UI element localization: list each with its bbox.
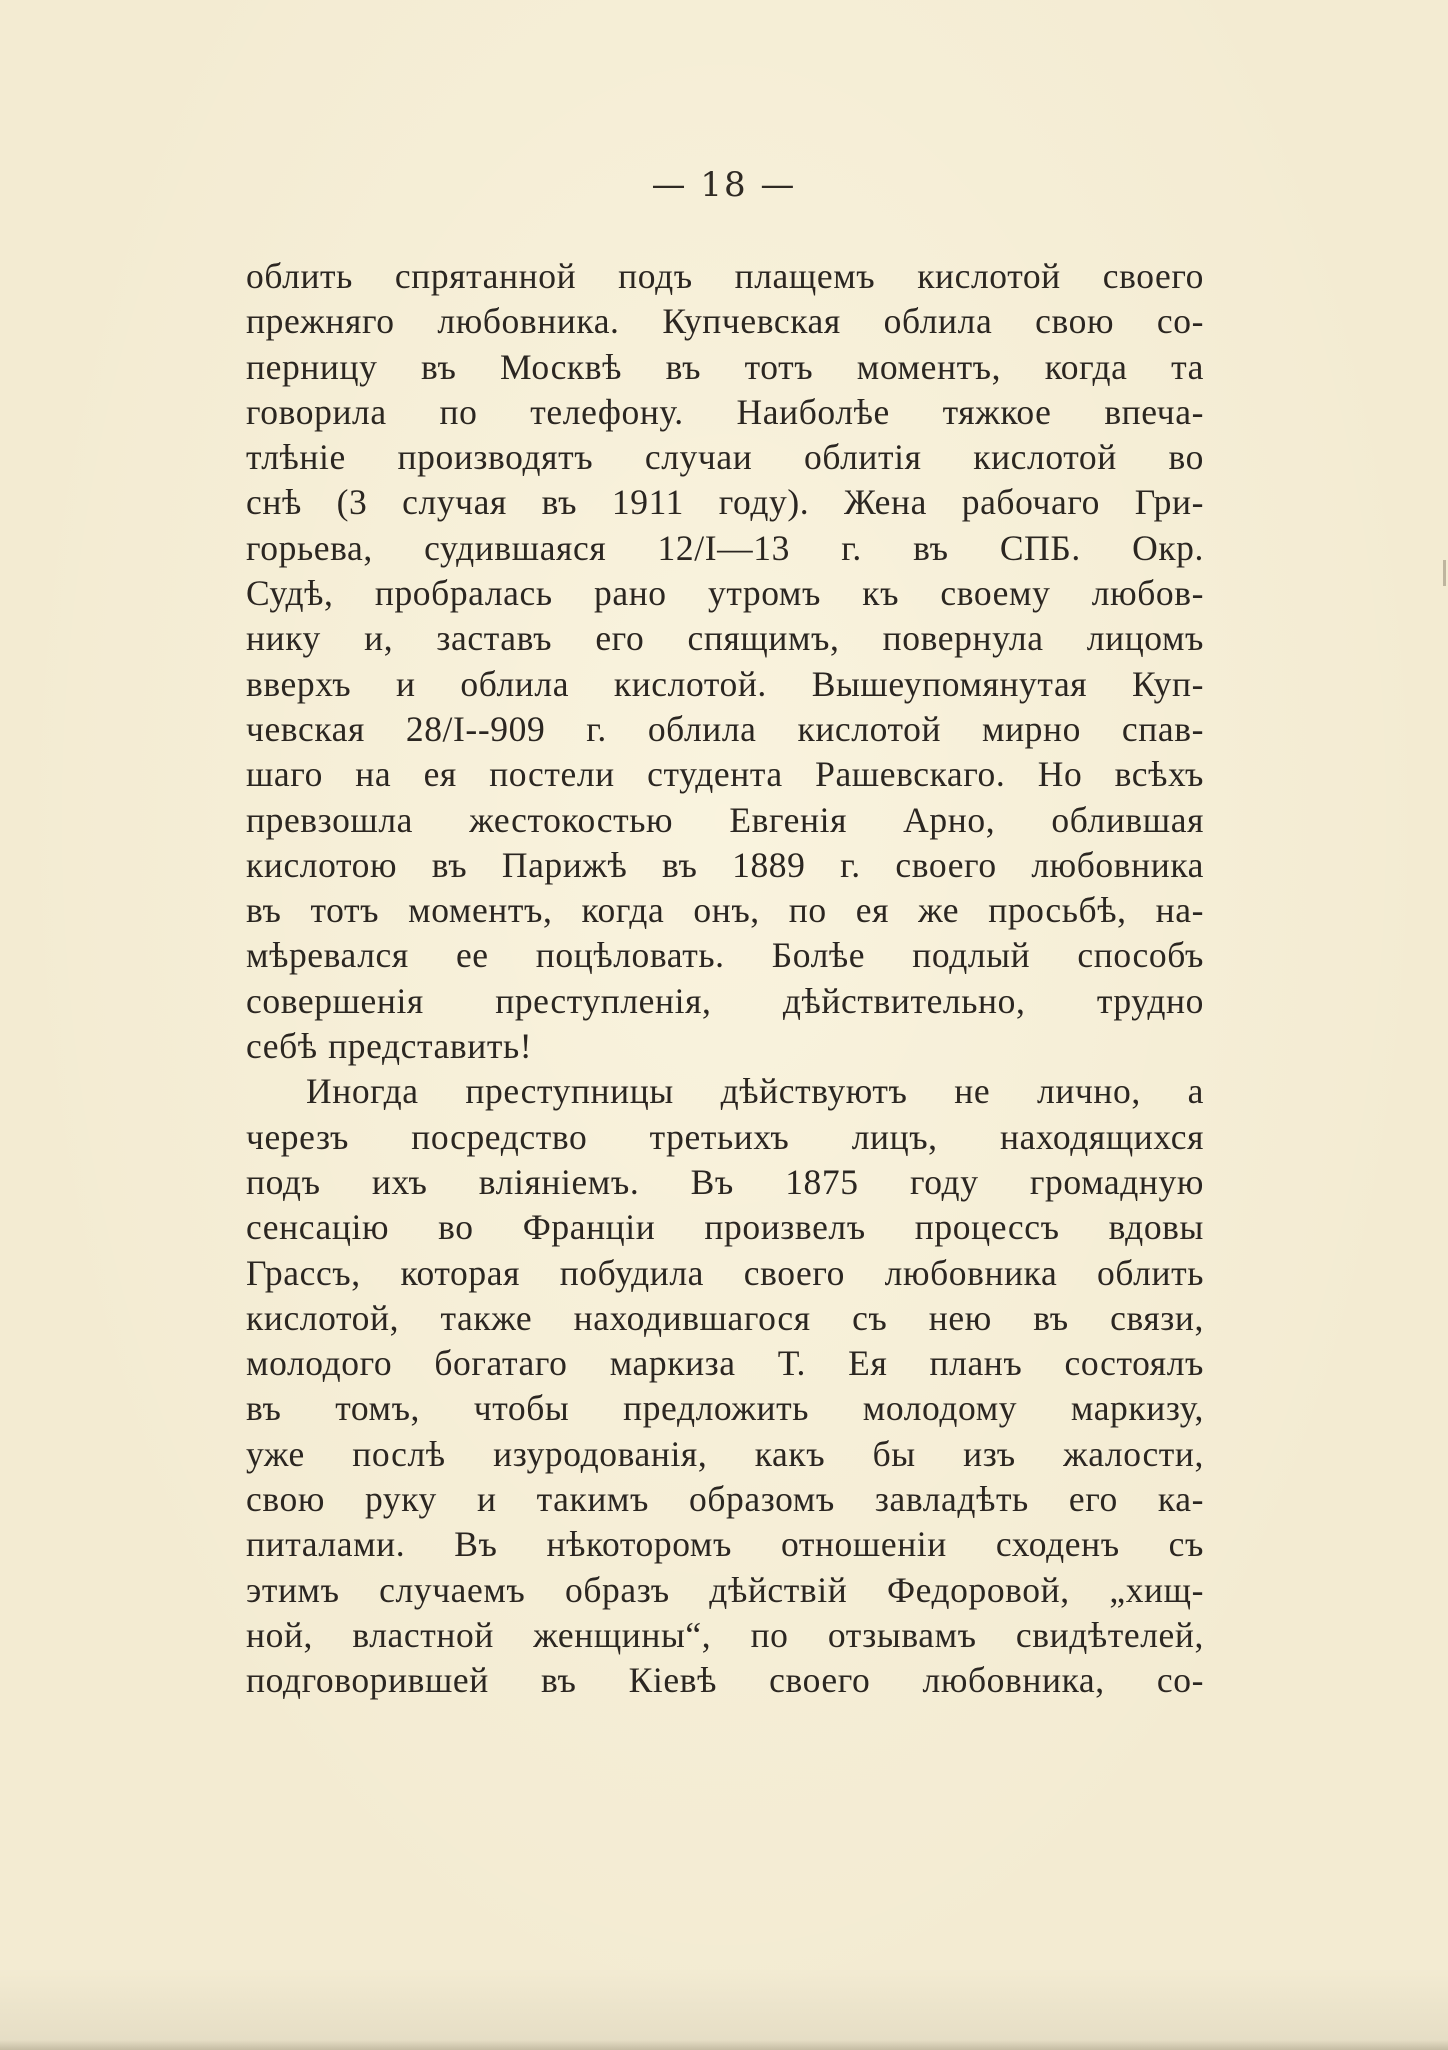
text-line: говорила по телефону. Наиболѣе тяжкое впеча- [246, 391, 1204, 432]
body-text [246, 254, 1204, 1704]
page-number: — 18 — [651, 165, 797, 205]
text-line: чевская 28/I--909 г. облила кислотой мирно спав- [246, 708, 1204, 749]
text-line: тлѣніе производятъ случаи облитія кислотой во [246, 437, 1204, 478]
text-line: снѣ (3 случая въ 1911 году). Жена рабочаго Гри- [246, 482, 1204, 523]
text-line: подговорившей въ Кіевѣ своего любовника, со- [246, 1660, 1204, 1701]
text-line: уже послѣ изуродованія, какъ бы изъ жалости, [246, 1433, 1204, 1474]
text-line: нику и, заставъ его спящимъ, повернула лицомъ [246, 618, 1204, 659]
text-line: черезъ посредство третьихъ лицъ, находящихся [246, 1116, 1204, 1157]
text-line: ной, властной женщины“, по отзывамъ свидѣтелей, [246, 1614, 1204, 1655]
text-line: свою руку и такимъ образомъ завладѣть его ка- [246, 1479, 1204, 1520]
text-line: прежняго любовника. Купчевская облила свою со- [246, 301, 1204, 342]
text-line: Грассъ, которая побудила своего любовника облить [246, 1252, 1204, 1293]
text-line: Судѣ, пробралась рано утромъ къ своему любов- [246, 573, 1204, 614]
text-line: подъ ихъ вліяніемъ. Въ 1875 году громадную [246, 1161, 1204, 1202]
text-line: молодого богатаго маркиза Т. Ея планъ состоялъ [246, 1343, 1204, 1384]
page-edge-mark [1443, 560, 1446, 586]
text-line: въ тотъ моментъ, когда онъ, по ея же просьбѣ, на- [246, 890, 1204, 931]
text-line: шаго на ея постели студента Рашевскаго. Но всѣхъ [246, 754, 1204, 795]
text-line: въ томъ, чтобы предложить молодому маркизу, [246, 1388, 1204, 1429]
page-bottom-edge [0, 2040, 1448, 2050]
text-line: кислотою въ Парижѣ въ 1889 г. своего любовника [246, 844, 1204, 885]
text-line: превзошла жестокостью Евгенія Арно, облившая [246, 799, 1204, 840]
text-line: горьева, судившаяся 12/I—13 г. въ СПБ. Окр. [246, 527, 1204, 568]
text-line: перницу въ Москвѣ въ тотъ моментъ, когда та [246, 346, 1204, 387]
text-line: кислотой, также находившагося съ нею въ связи, [246, 1297, 1204, 1338]
paragraph-start-line: Иногда преступницы дѣйствуютъ не лично, а [306, 1071, 1204, 1112]
paragraph-end-line: себѣ представить! [246, 1026, 533, 1067]
text-line: вверхъ и облила кислотой. Вышеупомянутая Куп- [246, 663, 1204, 704]
text-line: облить спрятанной подъ плащемъ кислотой своего [246, 256, 1204, 296]
text-line: этимъ случаемъ образъ дѣйствій Федоровой, „хищ- [246, 1569, 1204, 1610]
text-line: совершенія преступленія, дѣйствительно, трудно [246, 980, 1204, 1021]
text-line: питалами. Въ нѣкоторомъ отношеніи сходенъ съ [246, 1524, 1204, 1565]
text-line: сенсацію во Франціи произвелъ процессъ вдовы [246, 1207, 1204, 1248]
text-line: мѣревался ее поцѣловать. Болѣе подлый способъ [246, 935, 1204, 976]
